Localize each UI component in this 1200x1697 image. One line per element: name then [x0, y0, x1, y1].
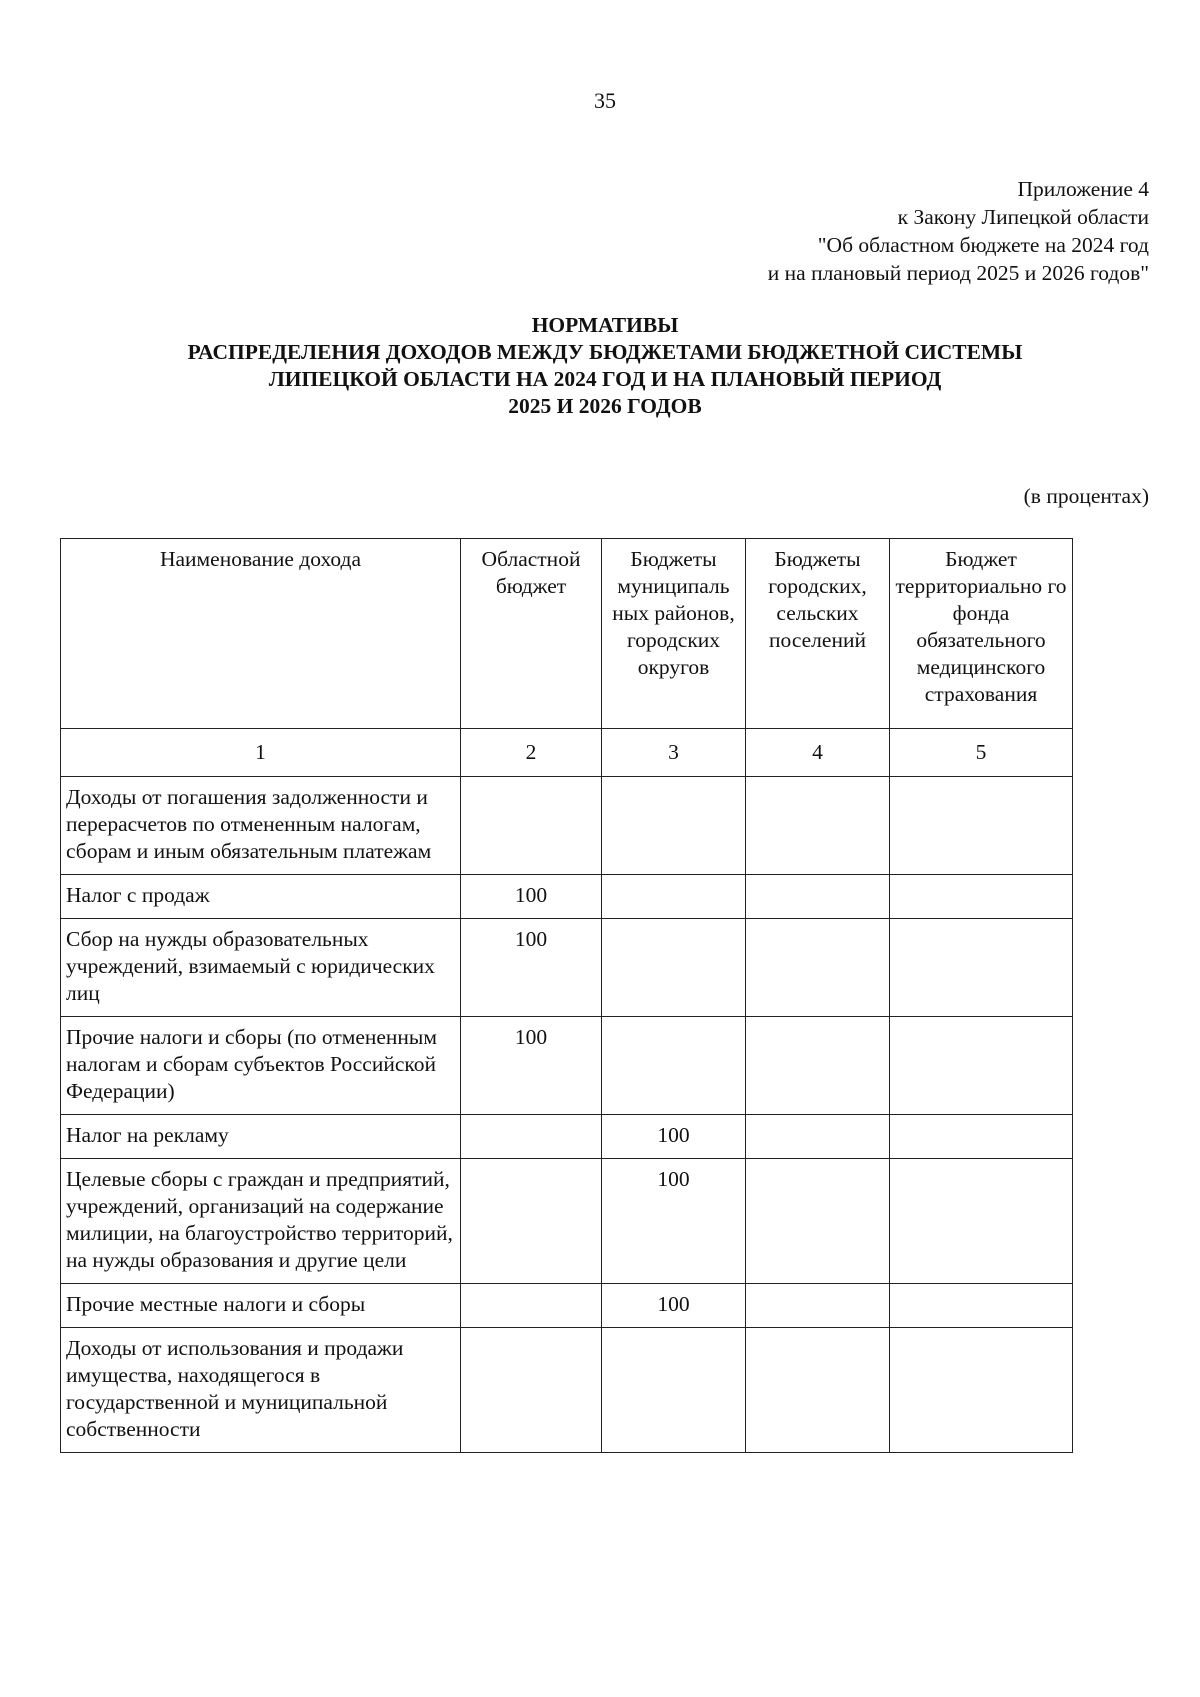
title-line: НОРМАТИВЫ — [531, 313, 679, 337]
header-medical-insurance-fund: Бюджет территориально го фонда обязательного медицинского страхования — [890, 539, 1073, 729]
header-settlement-budgets: Бюджеты городских, сельских поселений — [746, 539, 890, 729]
table-row — [61, 1159, 1073, 1284]
appendix-line: к Закону Липецкой области — [897, 205, 1149, 229]
medical-fund-value — [890, 1115, 1073, 1159]
medical-fund-value — [890, 1017, 1073, 1115]
table-row — [61, 777, 1073, 875]
municipal-value — [602, 1328, 746, 1453]
settlement-value — [746, 1159, 890, 1284]
norms-table — [60, 538, 1073, 1453]
header-regional-budget: Областной бюджет — [461, 539, 602, 729]
settlement-value — [746, 777, 890, 875]
medical-fund-value — [890, 875, 1073, 919]
municipal-value — [602, 777, 746, 875]
regional-value — [461, 1328, 602, 1453]
settlement-value — [746, 875, 890, 919]
regional-value — [461, 1115, 602, 1159]
table-row — [61, 1284, 1073, 1328]
title-line: ЛИПЕЦКОЙ ОБЛАСТИ НА 2024 ГОД И НА ПЛАНОВЫЙ ПЕРИОД — [268, 367, 942, 391]
table-row — [61, 919, 1073, 1017]
table-row — [61, 1328, 1073, 1453]
title-line: 2025 И 2026 ГОДОВ — [508, 394, 702, 418]
income-name: Прочие местные налоги и сборы — [61, 1284, 461, 1328]
column-number: 2 — [461, 729, 602, 777]
municipal-value — [602, 875, 746, 919]
medical-fund-value — [890, 1328, 1073, 1453]
income-name: Налог с продаж — [61, 875, 461, 919]
regional-value: 100 — [461, 875, 602, 919]
regional-value — [461, 1284, 602, 1328]
municipal-value: 100 — [602, 1284, 746, 1328]
municipal-value — [602, 1017, 746, 1115]
column-number: 1 — [61, 729, 461, 777]
table-header-row — [61, 539, 1073, 729]
income-name: Налог на рекламу — [61, 1115, 461, 1159]
settlement-value — [746, 1115, 890, 1159]
page-number: 35 — [594, 88, 616, 113]
regional-value — [461, 777, 602, 875]
medical-fund-value — [890, 777, 1073, 875]
medical-fund-value — [890, 1284, 1073, 1328]
units-note: (в процентах) — [1023, 484, 1149, 508]
medical-fund-value — [890, 1159, 1073, 1284]
table-row — [61, 1115, 1073, 1159]
medical-fund-value — [890, 919, 1073, 1017]
appendix-note — [768, 175, 1149, 287]
column-number: 4 — [746, 729, 890, 777]
income-name: Целевые сборы с граждан и предприятий, учреждений, организаций на содержание милиции, на благоустройство территорий, на нужды образования и другие цели — [61, 1159, 461, 1284]
income-name: Сбор на нужды образовательных учреждений, взимаемый с юридических лиц — [61, 919, 461, 1017]
appendix-line: "Об областном бюджете на 2024 год — [817, 233, 1149, 257]
settlement-value — [746, 1328, 890, 1453]
settlement-value — [746, 919, 890, 1017]
municipal-value: 100 — [602, 1115, 746, 1159]
header-municipal-budgets: Бюджеты муниципаль ных районов, городских округов — [602, 539, 746, 729]
settlement-value — [746, 1284, 890, 1328]
column-numbers-row — [61, 729, 1073, 777]
appendix-line: и на плановый период 2025 и 2026 годов" — [767, 261, 1149, 285]
column-number: 3 — [602, 729, 746, 777]
title-line: РАСПРЕДЕЛЕНИЯ ДОХОДОВ МЕЖДУ БЮДЖЕТАМИ БЮДЖЕТНОЙ СИСТЕМЫ — [187, 340, 1023, 364]
regional-value: 100 — [461, 919, 602, 1017]
appendix-line: Приложение 4 — [1017, 177, 1149, 201]
income-name: Доходы от погашения задолженности и перерасчетов по отмененным налогам, сборам и иным обязательным платежам — [61, 777, 461, 875]
regional-value — [461, 1159, 602, 1284]
document-title — [0, 312, 1200, 420]
municipal-value — [602, 919, 746, 1017]
municipal-value: 100 — [602, 1159, 746, 1284]
regional-value: 100 — [461, 1017, 602, 1115]
income-name: Доходы от использования и продажи имущества, находящегося в государственной и муниципальной собственности — [61, 1328, 461, 1453]
income-name: Прочие налоги и сборы (по отмененным налогам и сборам субъектов Российской Федерации) — [61, 1017, 461, 1115]
settlement-value — [746, 1017, 890, 1115]
header-income-name: Наименование дохода — [61, 539, 461, 729]
table-row — [61, 1017, 1073, 1115]
table-row — [61, 875, 1073, 919]
column-number: 5 — [890, 729, 1073, 777]
